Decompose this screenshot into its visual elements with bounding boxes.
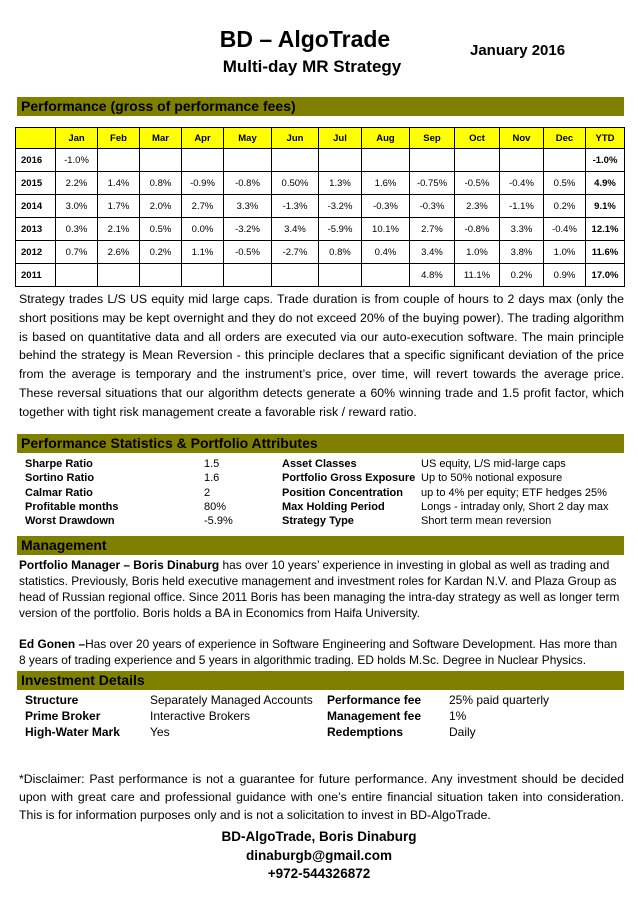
header-oct: Oct bbox=[455, 128, 500, 149]
header-corner bbox=[16, 128, 56, 149]
month-cell: 2.7% bbox=[182, 195, 224, 218]
month-cell: -0.9% bbox=[182, 172, 224, 195]
month-cell: 0.2% bbox=[544, 195, 586, 218]
month-cell: 3.4% bbox=[410, 241, 455, 264]
month-cell: 0.4% bbox=[362, 241, 410, 264]
month-cell: -0.75% bbox=[410, 172, 455, 195]
document-title: BD – AlgoTrade bbox=[219, 26, 391, 52]
month-cell: 0.9% bbox=[544, 264, 586, 287]
stat-label: Worst Drawdown bbox=[25, 515, 115, 528]
row-year: 2011 bbox=[16, 264, 56, 287]
month-cell: -1.3% bbox=[272, 195, 319, 218]
attribute-label: Asset Classes bbox=[282, 458, 357, 470]
header-sep: Sep bbox=[410, 128, 455, 149]
ytd-cell: 4.9% bbox=[586, 172, 625, 195]
month-cell: -0.3% bbox=[362, 195, 410, 218]
ed-bio bbox=[19, 636, 626, 668]
attribute-label: Strategy Type bbox=[282, 515, 354, 528]
month-cell: -1.1% bbox=[500, 195, 544, 218]
investment-label: Prime Broker bbox=[25, 708, 101, 723]
table-row bbox=[16, 149, 625, 172]
month-cell bbox=[319, 264, 362, 287]
month-cell: 1.0% bbox=[544, 241, 586, 264]
month-cell bbox=[182, 264, 224, 287]
disclaimer: *Disclaimer: Past performance is not a guarantee for future performance. Any investment should be decided upon with great care and professional guidance with one’s entire financial situation taken into consideration. This is for information purposes only and is not a solicitation to invest in BD-AlgoTrade. bbox=[19, 772, 624, 822]
header-jul: Jul bbox=[319, 128, 362, 149]
performance-heading: Performance (gross of performance fees) bbox=[17, 97, 624, 116]
month-cell bbox=[98, 149, 140, 172]
month-cell: -0.8% bbox=[224, 172, 272, 195]
fee-value: 25% paid quarterly bbox=[449, 693, 550, 707]
investment-label: High-Water Mark bbox=[25, 724, 120, 739]
month-cell bbox=[140, 264, 182, 287]
month-cell: -0.8% bbox=[455, 218, 500, 241]
document-date: January 2016 bbox=[470, 42, 566, 59]
month-cell bbox=[362, 149, 410, 172]
table-row bbox=[16, 264, 625, 287]
month-cell: 1.1% bbox=[182, 241, 224, 264]
month-cell: 0.2% bbox=[500, 264, 544, 287]
month-cell: -0.4% bbox=[544, 218, 586, 241]
month-cell: 1.4% bbox=[98, 172, 140, 195]
ed-name: Ed Gonen – bbox=[19, 637, 86, 651]
investment-value: Yes bbox=[150, 724, 170, 739]
pm-bio bbox=[19, 557, 626, 621]
table-row bbox=[16, 241, 625, 264]
header-dec: Dec bbox=[544, 128, 586, 149]
strategy-description: Strategy trades L/S US equity mid large caps. Trade duration is from couple of hours to 2 days max (only the short positions may be kept overnight and they do not exceed 20% of the buying power). The trading algorithm is based on quantitative data and all orders are executed via our auto-execution software. The main principle behind the strategy is Mean Reversion - this principle declares that a specific significant deviation of the price from the average is temporary and the instrument’s price, over time, will revert towards the average price. These reversal situations that our algorithm detects generate a 60% winning trade and 1.5 profit factor, which together with tight risk management create a favorable risk / reward ratio. bbox=[19, 292, 624, 419]
month-cell bbox=[224, 264, 272, 287]
month-cell: -0.5% bbox=[224, 241, 272, 264]
row-year: 2014 bbox=[16, 195, 56, 218]
footer-name: BD-AlgoTrade, Boris Dinaburg bbox=[221, 829, 417, 844]
investment-value: Separately Managed Accounts bbox=[150, 693, 313, 707]
stat-label: Profitable months bbox=[25, 500, 119, 513]
month-cell: 2.3% bbox=[455, 195, 500, 218]
attribute-label: Max Holding Period bbox=[282, 500, 385, 513]
month-cell: 2.2% bbox=[56, 172, 98, 195]
ed-text: Has over 20 years of experience in Software Engineering and Software Development. Has more than 8 years of trading experience and 5 years in algorithmic trading. ED holds M.Sc. Degree in Nuclear Physics. bbox=[19, 637, 618, 667]
month-cell: 2.0% bbox=[140, 195, 182, 218]
stat-value: 1.5 bbox=[204, 458, 220, 470]
month-cell: 2.1% bbox=[98, 218, 140, 241]
stat-value: 1.6 bbox=[204, 472, 220, 485]
table-row bbox=[16, 218, 625, 241]
month-cell: 0.50% bbox=[272, 172, 319, 195]
month-cell: 4.8% bbox=[410, 264, 455, 287]
stat-value: -5.9% bbox=[204, 515, 233, 528]
month-cell bbox=[544, 149, 586, 172]
month-cell: 0.2% bbox=[140, 241, 182, 264]
attribute-value: US equity, L/S mid-large caps bbox=[421, 458, 566, 470]
month-cell: 0.8% bbox=[319, 241, 362, 264]
month-cell: 0.0% bbox=[182, 218, 224, 241]
month-cell: 3.3% bbox=[500, 218, 544, 241]
fee-label: Management fee bbox=[327, 708, 422, 723]
month-cell: 0.5% bbox=[544, 172, 586, 195]
month-cell bbox=[272, 264, 319, 287]
attribute-label: Portfolio Gross Exposure bbox=[282, 472, 416, 485]
month-cell: -5.9% bbox=[319, 218, 362, 241]
month-cell bbox=[272, 149, 319, 172]
ytd-cell: 11.6% bbox=[586, 241, 625, 264]
month-cell bbox=[410, 149, 455, 172]
row-year: 2016 bbox=[16, 149, 56, 172]
month-cell bbox=[56, 264, 98, 287]
month-cell: 11.1% bbox=[455, 264, 500, 287]
month-cell: -0.4% bbox=[500, 172, 544, 195]
header-aug: Aug bbox=[362, 128, 410, 149]
month-cell bbox=[455, 149, 500, 172]
row-year: 2013 bbox=[16, 218, 56, 241]
header-jan: Jan bbox=[56, 128, 98, 149]
pm-name: Portfolio Manager – Boris Dinaburg bbox=[19, 558, 220, 572]
performance-body bbox=[16, 149, 625, 287]
month-cell bbox=[319, 149, 362, 172]
performance-table bbox=[15, 127, 625, 287]
attribute-value: Short term mean reversion bbox=[421, 515, 552, 528]
attribute-value: up to 4% per equity; ETF hedges 25% bbox=[421, 486, 607, 499]
month-cell: 0.5% bbox=[140, 218, 182, 241]
fee-label: Redemptions bbox=[327, 724, 404, 739]
header-ytd: YTD bbox=[586, 128, 625, 149]
stat-label: Sharpe Ratio bbox=[25, 458, 93, 470]
month-cell: 1.6% bbox=[362, 172, 410, 195]
stat-label: Sortino Ratio bbox=[25, 472, 95, 485]
contact-footer bbox=[0, 828, 638, 884]
performance-header-row bbox=[16, 128, 625, 149]
header-mar: Mar bbox=[140, 128, 182, 149]
attribute-label: Position Concentration bbox=[282, 486, 403, 499]
header-may: May bbox=[224, 128, 272, 149]
month-cell: -0.5% bbox=[455, 172, 500, 195]
investment-heading: Investment Details bbox=[17, 671, 624, 690]
attribute-value: Up to 50% notional exposure bbox=[421, 472, 563, 485]
header-nov: Nov bbox=[500, 128, 544, 149]
stat-value: 2 bbox=[204, 486, 211, 499]
month-cell: 3.4% bbox=[272, 218, 319, 241]
ytd-cell: -1.0% bbox=[586, 149, 625, 172]
stats-heading: Performance Statistics & Portfolio Attributes bbox=[17, 434, 624, 453]
month-cell: -2.7% bbox=[272, 241, 319, 264]
row-year: 2015 bbox=[16, 172, 56, 195]
month-cell: 3.3% bbox=[224, 195, 272, 218]
month-cell: 10.1% bbox=[362, 218, 410, 241]
month-cell bbox=[140, 149, 182, 172]
month-cell: 1.7% bbox=[98, 195, 140, 218]
month-cell: 0.7% bbox=[56, 241, 98, 264]
table-row bbox=[16, 172, 625, 195]
stat-label: Calmar Ratio bbox=[25, 486, 93, 499]
month-cell: 0.3% bbox=[56, 218, 98, 241]
header-jun: Jun bbox=[272, 128, 319, 149]
month-cell bbox=[98, 264, 140, 287]
header-feb: Feb bbox=[98, 128, 140, 149]
footer-email[interactable]: dinaburgb@gmail.com bbox=[246, 847, 392, 863]
stat-value: 80% bbox=[204, 500, 227, 513]
fee-value: 1% bbox=[449, 708, 467, 723]
ytd-cell: 9.1% bbox=[586, 195, 625, 218]
table-row bbox=[16, 195, 625, 218]
fee-value: Daily bbox=[449, 724, 476, 739]
month-cell bbox=[362, 264, 410, 287]
month-cell bbox=[224, 149, 272, 172]
month-cell bbox=[500, 149, 544, 172]
header-apr: Apr bbox=[182, 128, 224, 149]
month-cell: 1.3% bbox=[319, 172, 362, 195]
footer-phone: +972-544326872 bbox=[267, 866, 371, 881]
investment-value: Interactive Brokers bbox=[150, 708, 251, 723]
ytd-cell: 12.1% bbox=[586, 218, 625, 241]
month-cell: -3.2% bbox=[319, 195, 362, 218]
month-cell: 2.7% bbox=[410, 218, 455, 241]
month-cell: -0.3% bbox=[410, 195, 455, 218]
pm-text: has over 10 years’ experience in investing in global as well as trading and statistics. Previously, Boris held executive management and investment roles for Kardan N.V. and Plaza Group as head of Russian regional office. Since 2011 Boris has been managing the intra-day strategy as well as longer term version of the portfolio. Boris holds a BA in Economics from Haifa University. bbox=[19, 558, 620, 620]
investment-label: Structure bbox=[25, 693, 79, 707]
attribute-value: Longs - intraday only, Short 2 day max bbox=[421, 500, 609, 513]
ytd-cell: 17.0% bbox=[586, 264, 625, 287]
row-year: 2012 bbox=[16, 241, 56, 264]
document-subtitle: Multi-day MR Strategy bbox=[222, 57, 402, 76]
month-cell: 0.8% bbox=[140, 172, 182, 195]
month-cell: -3.2% bbox=[224, 218, 272, 241]
month-cell: -1.0% bbox=[56, 149, 98, 172]
month-cell: 1.0% bbox=[455, 241, 500, 264]
month-cell: 3.0% bbox=[56, 195, 98, 218]
month-cell bbox=[182, 149, 224, 172]
month-cell: 3.8% bbox=[500, 241, 544, 264]
fee-label: Performance fee bbox=[327, 693, 422, 707]
month-cell: 2.6% bbox=[98, 241, 140, 264]
management-heading: Management bbox=[17, 536, 624, 555]
